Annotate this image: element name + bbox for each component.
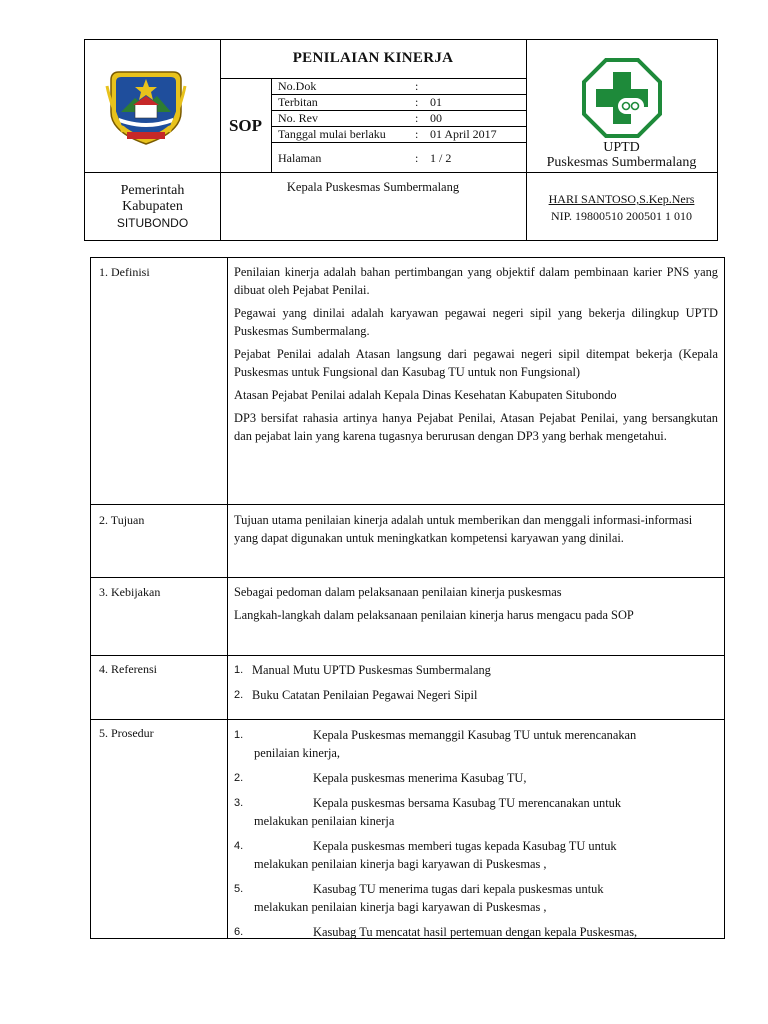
step-text-continued: melakukan penilaian kinerja: [254, 814, 395, 828]
list-item-text: Manual Mutu UPTD Puskesmas Sumbermalang: [252, 663, 491, 677]
section-label-kebijakan: 3. Kebijakan: [99, 585, 161, 599]
government-block: [85, 183, 220, 231]
meta-label-nodok: No.Dok: [278, 79, 317, 93]
kebijakan-paragraph: Sebagai pedoman dalam pelaksanaan penilaian kinerja puskesmas: [234, 585, 562, 599]
section-content-referensi: [234, 661, 718, 711]
meta-label-halaman: Halaman: [278, 151, 322, 165]
tujuan-paragraph: Tujuan utama penilaian kinerja adalah untuk memberikan dan menggali informasi-informasi yang dapat digunakan untuk meningkatkan kompetensi karyawan yang dinilai.: [234, 513, 693, 545]
meta-sep: :: [415, 111, 419, 125]
section-label-tujuan: 2. Tujuan: [99, 513, 145, 527]
org-name-line1: UPTD: [603, 140, 640, 155]
definisi-paragraph: Pegawai yang dinilai adalah karyawan pegawai negeri sipil yang bekerja dilingkup UPTD Puskesmas Sumbermalang.: [234, 306, 718, 338]
puskesmas-logo: [582, 58, 662, 138]
step-number: 3.: [234, 797, 244, 809]
definisi-paragraph: DP3 bersifat rahasia artinya hanya Pejabat Penilai, Atasan Pejabat Penilai, yang bersangkutan dan pejabat lain yang karena tugasnya berurusan dengan DP3 yang berhak mengetahui.: [234, 411, 718, 443]
step-number: 5.: [234, 883, 244, 895]
step-number: 1.: [234, 729, 244, 741]
kebijakan-paragraph: Langkah-langkah dalam pelaksanaan penilaian kinerja harus mengacu pada SOP: [234, 608, 634, 622]
row-divider: [91, 719, 724, 720]
step-number: 6.: [234, 926, 244, 938]
row-divider: [91, 504, 724, 505]
meta-value-tanggal: 01 April 2017: [430, 127, 497, 141]
list-item-number: 1.: [234, 664, 244, 676]
meta-sep: :: [415, 127, 419, 141]
list-item-number: 2.: [234, 689, 244, 701]
gov-line1: Pemerintah: [120, 183, 185, 198]
step-text-continued: melakukan penilaian kinerja bagi karyawan di Puskesmas ,: [254, 900, 547, 914]
header-divider: [220, 78, 526, 79]
procedure-step: [234, 794, 718, 830]
row-divider: [91, 577, 724, 578]
procedure-step: [234, 923, 718, 941]
step-text: Kepala puskesmas menerima Kasubag TU,: [313, 771, 527, 785]
procedure-step: [234, 880, 718, 916]
step-text: Kepala Puskesmas memanggil Kasubag TU untuk merencanakan: [313, 728, 637, 742]
section-label-definisi: 1. Definisi: [99, 265, 150, 279]
meta-label-terbitan: Terbitan: [278, 95, 318, 109]
section-label-prosedur: 5. Prosedur: [99, 726, 154, 740]
list-item-text: Buku Catatan Penilaian Pegawai Negeri Sipil: [252, 688, 478, 702]
document-title: PENILAIAN KINERJA: [292, 50, 454, 66]
org-name-line2: Puskesmas Sumbermalang: [546, 155, 697, 170]
step-text: Kepala puskesmas bersama Kasubag TU merencanakan untuk: [313, 796, 622, 810]
gov-line2: Kabupaten: [122, 199, 183, 214]
step-text: Kepala puskesmas memberi tugas kepada Kasubag TU untuk: [313, 839, 617, 853]
organization-name: [526, 140, 717, 170]
signer-name: HARI SANTOSO,S.Kep.Ners: [548, 192, 695, 206]
signer-title: Kepala Puskesmas Sumbermalang: [286, 180, 460, 194]
meta-sep: :: [415, 151, 419, 165]
gov-line3: SITUBONDO: [116, 216, 189, 230]
meta-label-tanggal: Tanggal mulai berlaku: [278, 127, 386, 141]
list-item: [234, 661, 718, 679]
signer-nip: NIP. 19800510 200501 1 010: [550, 209, 692, 223]
step-text-continued: penilaian kinerja,: [254, 746, 341, 760]
sop-label: SOP: [228, 116, 263, 135]
list-item: [234, 686, 718, 704]
meta-sep: :: [415, 79, 419, 93]
procedure-step: [234, 726, 718, 762]
definisi-paragraph: Penilaian kinerja adalah bahan pertimbangan yang objektif dalam pembinaan karier PNS yang dibuat oleh Pejabat Penilai.: [234, 265, 718, 297]
section-label-referensi: 4. Referensi: [99, 662, 157, 676]
section-content-prosedur: [234, 726, 718, 948]
header-divider: [85, 172, 717, 173]
header-divider: [220, 40, 221, 240]
procedure-step: [234, 837, 718, 873]
kabupaten-emblem: [105, 66, 187, 146]
header-divider: [271, 142, 526, 143]
section-content-kebijakan: [234, 583, 718, 629]
section-content-tujuan: [234, 511, 718, 552]
step-number: 2.: [234, 772, 244, 784]
sop-content-table: [90, 257, 725, 939]
sop-header-table: [84, 39, 718, 241]
row-divider: [91, 655, 724, 656]
meta-value-terbitan: 01: [430, 95, 442, 109]
step-number: 4.: [234, 840, 244, 852]
column-divider: [227, 258, 228, 938]
meta-sep: :: [415, 95, 419, 109]
header-divider: [271, 78, 272, 172]
step-text: Kasubag TU menerima tugas dari kepala puskesmas untuk: [313, 882, 604, 896]
definisi-paragraph: Pejabat Penilai adalah Atasan langsung dari pegawai negeri sipil ditempat bekerja (Kepala Puskesmas untuk Fungsional dan Kasubag TU untuk non Fungsional): [234, 347, 718, 379]
meta-value-norev: 00: [430, 111, 442, 125]
meta-label-norev: No. Rev: [278, 111, 318, 125]
puskesmas-logo-icon: [582, 58, 662, 138]
section-content-definisi: [234, 263, 718, 450]
meta-value-halaman: 1 / 2: [430, 151, 452, 165]
kabupaten-emblem-icon: [105, 66, 187, 146]
step-text: Kasubag Tu mencatat hasil pertemuan dengan kepala Puskesmas,: [313, 925, 638, 939]
step-text-continued: melakukan penilaian kinerja bagi karyawan di Puskesmas ,: [254, 857, 547, 871]
procedure-step: [234, 769, 718, 787]
definisi-paragraph: Atasan Pejabat Penilai adalah Kepala Dinas Kesehatan Kabupaten Situbondo: [234, 388, 617, 402]
